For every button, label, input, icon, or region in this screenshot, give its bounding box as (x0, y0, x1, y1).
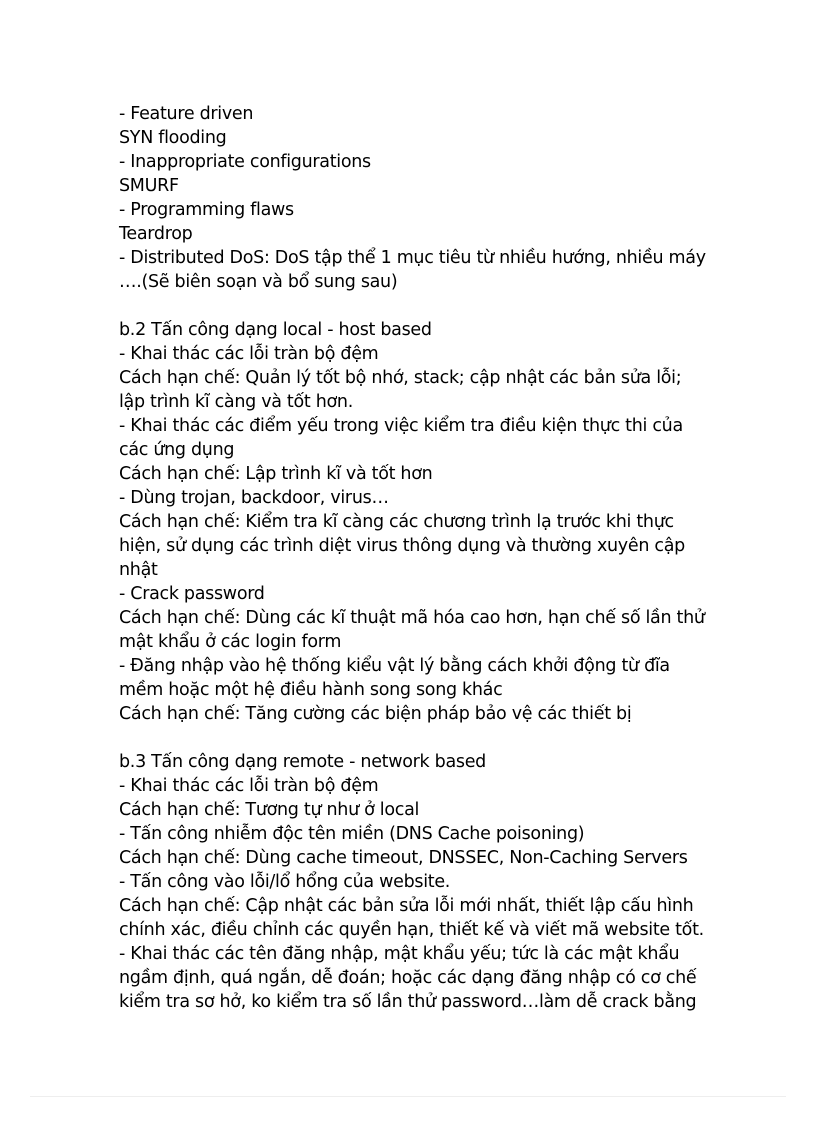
text-line: - Distributed DoS: DoS tập thể 1 mục tiêu từ nhiều hướng, nhiều máy (119, 248, 706, 268)
text-line: - Khai thác các lỗi tràn bộ đệm (119, 776, 379, 796)
text-line: - Tấn công nhiễm độc tên miền (DNS Cache poisoning) (119, 824, 585, 844)
text-line: Cách hạn chế: Lập trình kĩ và tốt hơn (119, 464, 433, 484)
text-line: Cách hạn chế: Kiểm tra kĩ càng các chương trình lạ trước khi thực (119, 512, 674, 532)
text-line: Teardrop (119, 224, 193, 244)
remote-attack-section (119, 750, 759, 1014)
text-line: - Inappropriate configurations (119, 152, 371, 172)
text-line: SMURF (119, 176, 179, 196)
text-line: Cách hạn chế: Tăng cường các biện pháp bảo vệ các thiết bị (119, 704, 632, 724)
text-line: mật khẩu ở các login form (119, 632, 342, 652)
text-line: ….(Sẽ biên soạn và bổ sung sau) (119, 272, 398, 292)
text-line: - Feature driven (119, 104, 254, 124)
text-line: - Khai thác các tên đăng nhập, mật khẩu yếu; tức là các mật khẩu (119, 944, 680, 964)
text-line: Cách hạn chế: Quản lý tốt bộ nhớ, stack; cập nhật các bản sửa lỗi; (119, 368, 682, 388)
text-line: - Khai thác các điểm yếu trong việc kiểm tra điều kiện thực thi của (119, 416, 683, 436)
text-line: - Crack password (119, 584, 265, 604)
text-line: - Dùng trojan, backdoor, virus… (119, 488, 389, 508)
section-heading: b.2 Tấn công dạng local - host based (119, 320, 432, 340)
text-line: - Đăng nhập vào hệ thống kiểu vật lý bằng cách khởi động từ đĩa (119, 656, 670, 676)
text-line: mềm hoặc một hệ điều hành song song khác (119, 680, 503, 700)
page-bottom-divider (30, 1096, 786, 1097)
section-heading: b.3 Tấn công dạng remote - network based (119, 752, 486, 772)
text-line: chính xác, điều chỉnh các quyền hạn, thiết kế và viết mã website tốt. (119, 920, 704, 940)
text-line: nhật (119, 560, 158, 580)
text-line: - Khai thác các lỗi tràn bộ đệm (119, 344, 379, 364)
local-attack-section (119, 318, 759, 726)
text-line: SYN flooding (119, 128, 227, 148)
text-line: hiện, sử dụng các trình diệt virus thông dụng và thường xuyên cập (119, 536, 685, 556)
dos-section (119, 102, 759, 294)
text-line: ngầm định, quá ngắn, dễ đoán; hoặc các dạng đăng nhập có cơ chế (119, 968, 697, 988)
text-line: lập trình kĩ càng và tốt hơn. (119, 392, 353, 412)
text-line: các ứng dụng (119, 440, 235, 460)
paragraph-gap (119, 294, 759, 318)
text-line: Cách hạn chế: Tương tự như ở local (119, 800, 420, 820)
text-line: - Programming flaws (119, 200, 294, 220)
text-line: - Tấn công vào lỗi/lổ hổng của website. (119, 872, 451, 892)
text-line: kiểm tra sơ hở, ko kiểm tra số lần thử password…làm dễ crack bằng (119, 992, 697, 1012)
text-line: Cách hạn chế: Dùng các kĩ thuật mã hóa cao hơn, hạn chế số lần thử (119, 608, 705, 628)
paragraph-gap (119, 726, 759, 750)
text-line: Cách hạn chế: Cập nhật các bản sửa lỗi mới nhất, thiết lập cấu hình (119, 896, 694, 916)
document-body (119, 102, 759, 1014)
text-line: Cách hạn chế: Dùng cache timeout, DNSSEC, Non-Caching Servers (119, 848, 688, 868)
